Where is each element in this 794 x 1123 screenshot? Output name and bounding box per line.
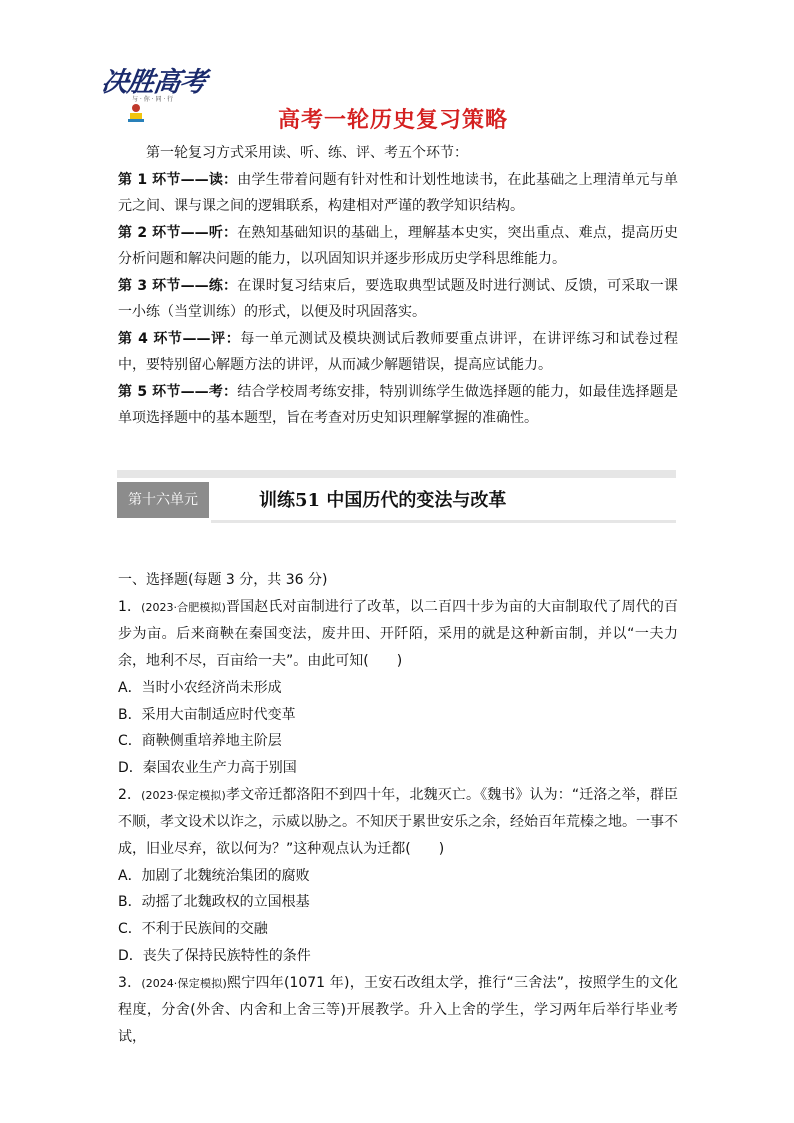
step-text: 结合学校周考练安排，特别训练学生做选择题的能力，如最佳选择题是单项选择题中的基本题型，旨在考查对历史知识理解掌握的准确性。 bbox=[118, 383, 678, 426]
step-label: 第 2 环节——听： bbox=[118, 224, 238, 241]
intro-lead: 第一轮复习方式采用读、听、练、评、考五个环节： bbox=[146, 145, 468, 161]
option-b: B．采用大亩制适应时代变革 bbox=[118, 706, 296, 723]
option-d: D．秦国农业生产力高于别国 bbox=[118, 759, 297, 776]
unit-title: 训练51 中国历代的变法与改革 bbox=[259, 490, 507, 511]
question-text: 孝文帝迁都洛阳不到四十年，北魏灭亡。《魏书》认为：“迁洛之举，群臣不顺，孝文设术以诈之，示威以胁之。不知厌于累世安乐之余，经始百年荒榛之地。一事不成，旧业尽弃，欲以何为？”这种观点认为迁都( ) bbox=[118, 786, 678, 858]
page-title: 高考一轮历史复习策略 bbox=[278, 108, 509, 133]
question-number: 1． bbox=[118, 598, 142, 615]
step-label: 第 1 环节——读： bbox=[118, 171, 238, 188]
step-text: 每一单元测试及模块测试后教师要重点讲评，在讲评练习和试卷过程中，要特别留心解题方法的讲评，从而减少解题错误，提高应试能力。 bbox=[118, 330, 678, 373]
step-text: 在熟知基础知识的基础上，理解基本史实，突出重点、难点，提高历史分析问题和解决问题的能力，以巩固知识并逐步形成历史学科思维能力。 bbox=[118, 224, 678, 267]
question-section bbox=[118, 567, 678, 1051]
banner-top-bar bbox=[117, 470, 676, 478]
question-number: 3． bbox=[118, 974, 142, 991]
logo bbox=[99, 60, 214, 130]
step-label: 第 3 环节——练： bbox=[118, 277, 238, 294]
question-2-stem bbox=[118, 782, 678, 863]
step-1 bbox=[118, 167, 678, 220]
option-b: B．动摇了北魏政权的立国根基 bbox=[118, 894, 310, 911]
question-source: (2024·保定模拟) bbox=[141, 976, 227, 990]
step-label: 第 4 环节——评： bbox=[118, 330, 241, 347]
question-1-stem bbox=[118, 594, 678, 675]
step-label: 第 5 环节——考： bbox=[118, 383, 238, 400]
logo-text: 决胜高考 bbox=[99, 67, 208, 98]
question-number: 2． bbox=[118, 786, 142, 803]
banner-bottom-bar bbox=[211, 520, 676, 523]
option-c: C．商鞅侧重培养地主阶层 bbox=[118, 733, 282, 750]
question-source: (2023·保定模拟) bbox=[141, 788, 226, 802]
step-2 bbox=[118, 220, 678, 273]
option-d: D．丧失了保持民族特性的条件 bbox=[118, 947, 311, 964]
option-c: C．不利于民族间的交融 bbox=[118, 921, 268, 938]
option-a: A．当时小农经济尚未形成 bbox=[118, 679, 282, 696]
student-reading-icon bbox=[126, 102, 146, 124]
question-source: (2023·合肥模拟) bbox=[141, 600, 226, 614]
step-text: 由学生带着问题有针对性和计划性地读书，在此基础之上理清单元与单元之间、课与课之间的逻辑联系，构建相对严谨的教学知识结构。 bbox=[118, 171, 678, 214]
question-text: 熙宁四年(1071 年)，王安石改组太学，推行“三舍法”，按照学生的文化程度，分舍(外舍、内舍和上舍三等)开展教学。升入上舍的学生，学习两年后举行毕业考试， bbox=[118, 974, 678, 1045]
intro-section bbox=[118, 140, 678, 432]
unit-tag: 第十六单元 bbox=[117, 482, 209, 518]
unit-banner bbox=[117, 470, 676, 528]
logo-subtext: 与 · 你 · 同 · 行 bbox=[132, 96, 174, 103]
step-4 bbox=[118, 326, 678, 379]
question-3-stem bbox=[118, 970, 678, 1051]
question-text: 晋国赵氏对亩制进行了改革，以二百四十步为亩的大亩制取代了周代的百步为亩。后来商鞅在秦国变法，废井田、开阡陌，采用的就是这种新亩制，并以“一夫力余，地利不尽，百亩给一夫”。由此可知( ) bbox=[118, 598, 678, 670]
option-a: A．加剧了北魏统治集团的腐败 bbox=[118, 867, 310, 884]
step-5 bbox=[118, 379, 678, 432]
step-3 bbox=[118, 273, 678, 326]
section-heading: 一、选择题(每题 3 分，共 36 分) bbox=[118, 572, 328, 588]
step-text: 在课时复习结束后，要选取典型试题及时进行测试、反馈，可采取一课一小练（当堂训练）的形式，以便及时巩固落实。 bbox=[118, 277, 678, 320]
